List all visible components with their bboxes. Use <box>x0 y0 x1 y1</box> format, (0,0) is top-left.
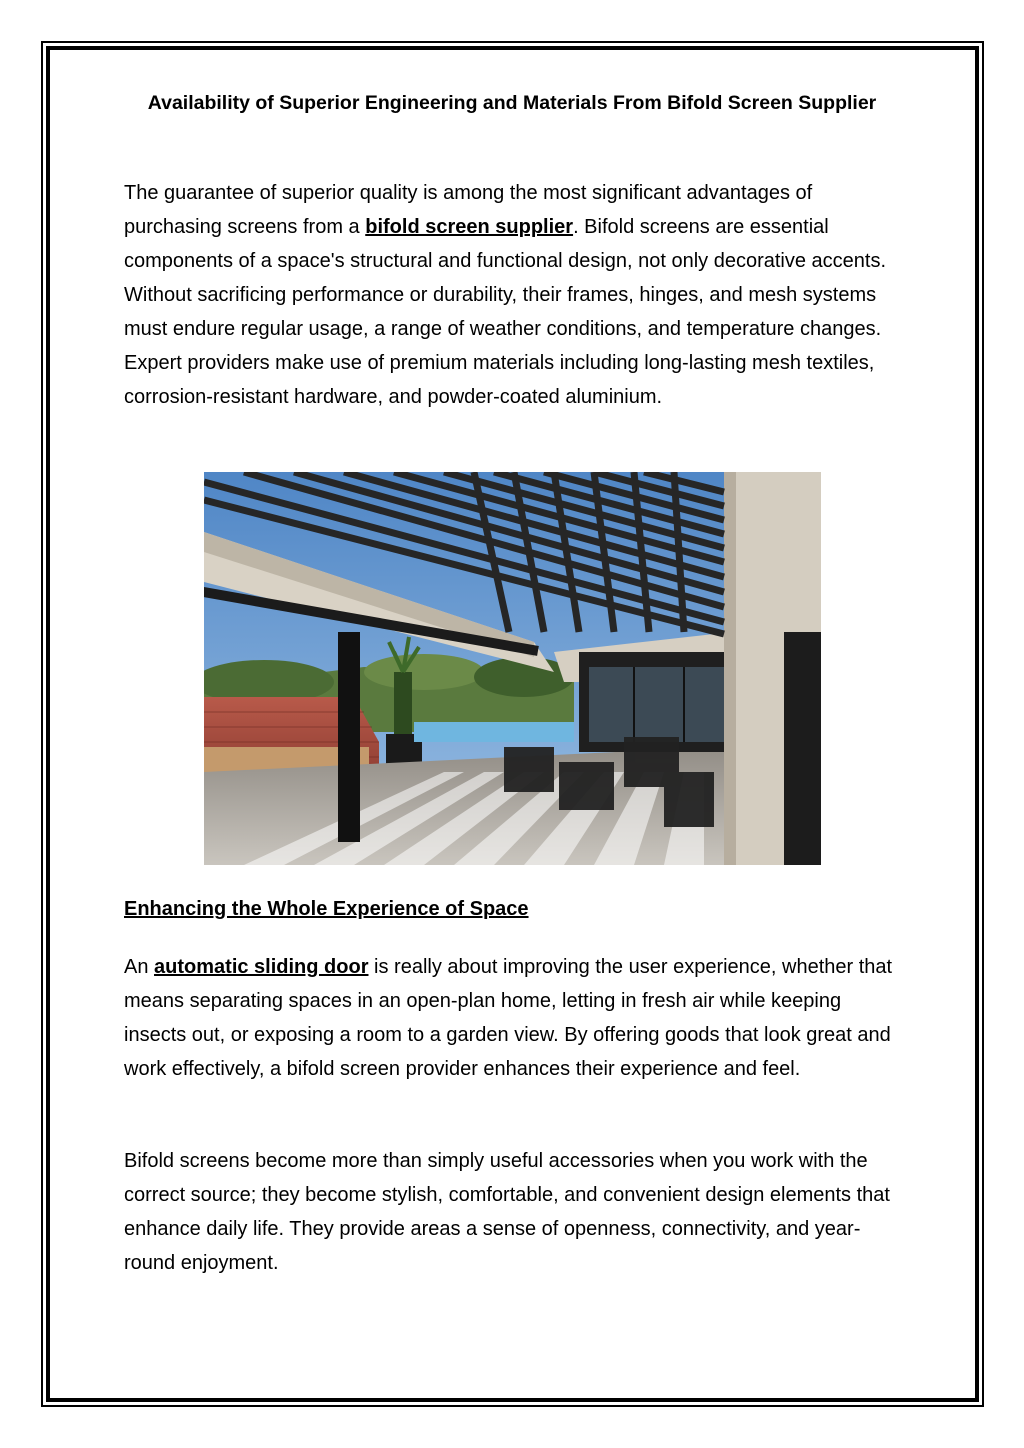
section-heading: Enhancing the Whole Experience of Space <box>124 898 529 920</box>
paragraph-conclusion: Bifold screens become more than simply useful accessories when you work with the correct source; they become stylish, comfortable, and convenient design elements that enhance daily life. They provide areas a sense of openness, connectivity, and year-round enjoyment. <box>124 1150 890 1274</box>
pergola-photo <box>204 472 821 865</box>
document-title: Availability of Superior Engineering and Materials From Bifold Screen Supplier <box>147 92 877 114</box>
paragraph-text: . Bifold screens are essential components of a space's structural and functional design, not only decorative accents. Without sacrificing performance or durability, their frames, hinges, and mesh systems must endure regular usage, a range of weather conditions, and temperature changes. Expert providers make use of premium materials including long-lasting mesh textiles, corrosion-resistant hardware, and powder-coated aluminium. <box>124 216 887 408</box>
paragraph-quality <box>124 176 904 414</box>
paragraph-experience <box>124 950 904 1086</box>
paragraph-text: The guarantee of superior quality is among the most significant advantages of purchasing screens from a <box>124 182 813 238</box>
automatic-sliding-door-link[interactable]: automatic sliding door <box>154 956 369 978</box>
paragraph-text: An <box>124 956 155 978</box>
paragraph-text: is really about improving the user experience, whether that means separating spaces in an open-plan home, letting in fresh air while keeping insects out, or exposing a room to a garden view. By offering goods that look great and work effectively, a bifold screen provider enhances their experience and feel. <box>124 956 893 1080</box>
bifold-screen-supplier-link[interactable]: bifold screen supplier <box>365 216 574 238</box>
